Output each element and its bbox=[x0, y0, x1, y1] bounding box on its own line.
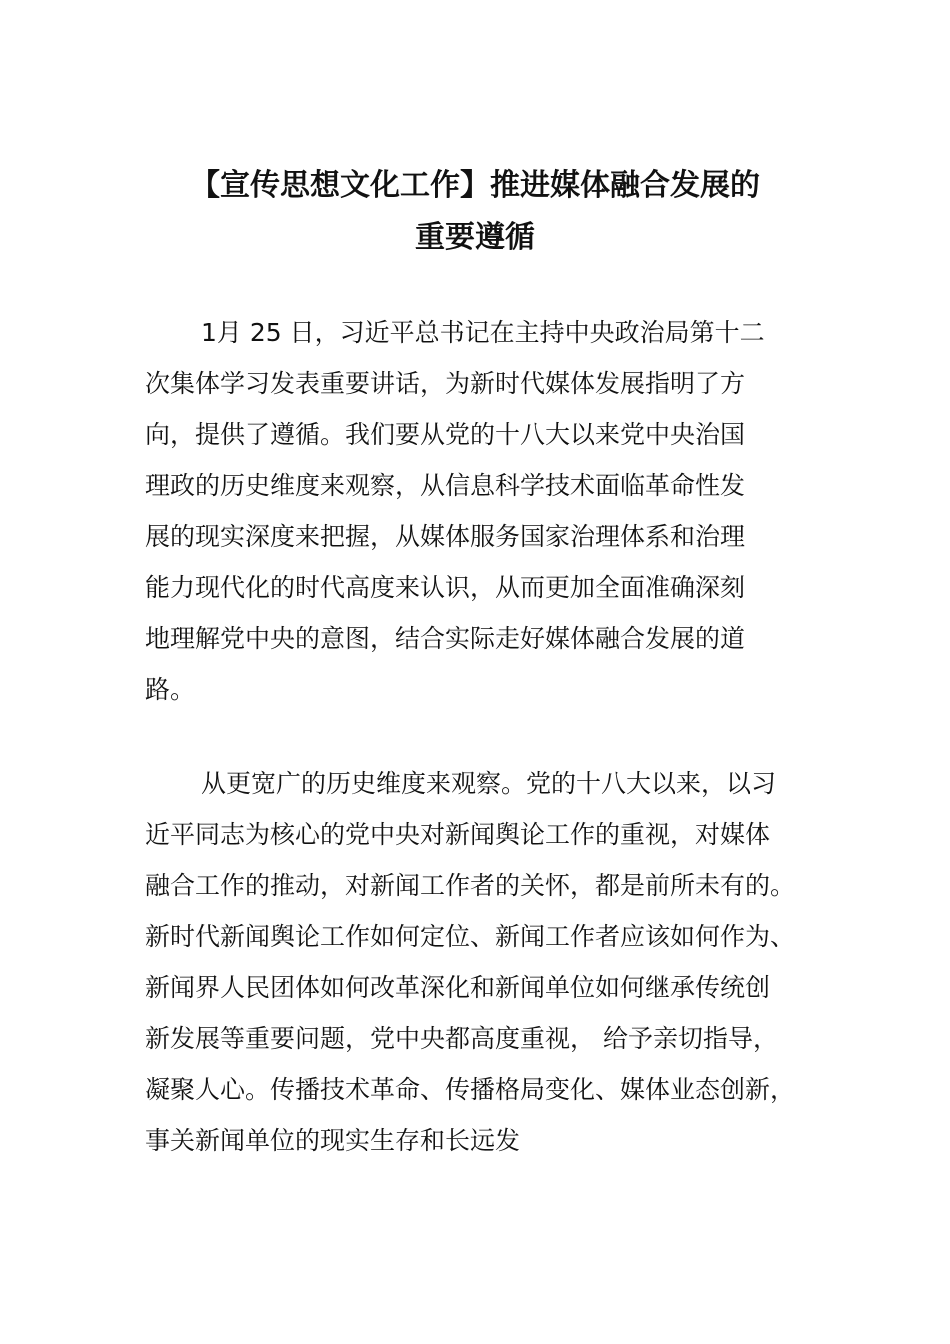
paragraph-line: 能力现代化的时代高度来认识，从而更加全面准确深刻 bbox=[145, 573, 746, 602]
paragraph-line: 理政的历史维度来观察，从信息科学技术面临革命性发 bbox=[145, 471, 746, 500]
document-title-line-1: 【宣传思想文化工作】推进媒体融合发展的 bbox=[190, 168, 760, 203]
paragraph-line: 凝聚人心。传播技术革命、传播格局变化、媒体业态创新， bbox=[145, 1075, 796, 1104]
paragraph-2 bbox=[145, 758, 835, 1166]
paragraph-line: 新发展等重要问题，党中央都高度重视， 给予亲切指导， bbox=[145, 1024, 778, 1053]
paragraph-line: 近平同志为核心的党中央对新闻舆论工作的重视，对媒体 bbox=[145, 820, 771, 849]
document-title-line-2: 重要遵循 bbox=[415, 220, 535, 255]
paragraph-line: 1月 25 日，习近平总书记在主持中央政治局第十二 bbox=[201, 318, 765, 347]
paragraph-line: 展的现实深度来把握，从媒体服务国家治理体系和治理 bbox=[145, 522, 746, 551]
paragraph-line: 新闻界人民团体如何改革深化和新闻单位如何继承传统创 bbox=[145, 973, 771, 1002]
paragraph-line: 事关新闻单位的现实生存和长远发 bbox=[145, 1126, 521, 1155]
paragraph-1 bbox=[145, 307, 835, 715]
paragraph-line: 路。 bbox=[145, 675, 196, 704]
paragraph-line: 新时代新闻舆论工作如何定位、新闻工作者应该如何作为、 bbox=[145, 922, 796, 951]
paragraph-line: 融合工作的推动，对新闻工作者的关怀，都是前所未有的。 bbox=[145, 871, 796, 900]
paragraph-line: 向，提供了遵循。我们要从党的十八大以来党中央治国 bbox=[145, 420, 746, 449]
paragraph-line: 次集体学习发表重要讲话，为新时代媒体发展指明了方 bbox=[145, 369, 746, 398]
paragraph-line: 从更宽广的历史维度来观察。党的十八大以来，以习 bbox=[201, 769, 777, 798]
paragraph-line: 地理解党中央的意图，结合实际走好媒体融合发展的道 bbox=[145, 624, 746, 653]
